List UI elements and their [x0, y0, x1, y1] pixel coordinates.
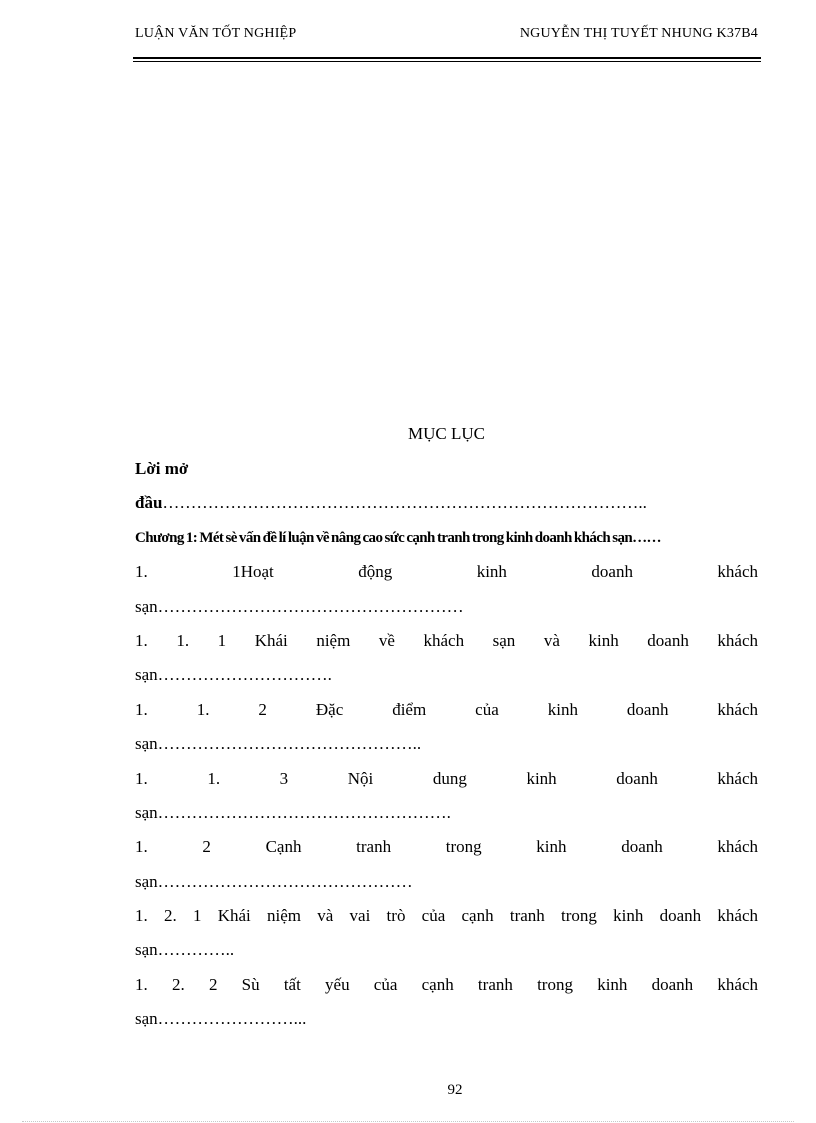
toc-entry-chapter-1[interactable]: Chương 1: Mét sè vấn đề lí luận về nâng cao sức cạnh tranh trong kinh doanh khách sạn……: [135, 529, 661, 546]
toc-entry-1-1-2-leader[interactable]: sạn………………………………………..: [135, 734, 422, 754]
page-bottom-border: [22, 1121, 794, 1122]
toc-entry-intro-word: đầu: [135, 493, 163, 513]
table-of-contents: [135, 452, 758, 1037]
toc-entry-1-1-3-leader[interactable]: sạn…………………………………………….: [135, 802, 451, 822]
header-thesis-label: LUẬN VĂN TỐT NGHIỆP: [135, 26, 297, 41]
toc-entry-intro-label[interactable]: Lời mở: [135, 459, 189, 478]
toc-entry-1-2[interactable]: 1. 2 Cạnh tranh trong kinh doanh khách: [135, 837, 758, 857]
page-header: [135, 26, 758, 48]
toc-title: MỤC LỤC: [408, 424, 485, 443]
toc-entry-1-1-1[interactable]: 1. 1. 1 Khái niệm về khách sạn và kinh doanh khách: [135, 630, 758, 650]
toc-entry-1-1[interactable]: 1. 1Hoạt động kinh doanh khách: [135, 562, 758, 582]
toc-entry-1-1-3[interactable]: 1. 1. 3 Nội dung kinh doanh khách: [135, 768, 758, 788]
toc-entry-1-1-leader[interactable]: sạn………………………………………………: [135, 596, 464, 616]
toc-entry-1-1-2[interactable]: 1. 1. 2 Đặc điểm của kinh doanh khách: [135, 699, 758, 719]
toc-entry-1-1-1-leader[interactable]: sạn………………………….: [135, 665, 332, 685]
header-author: NGUYỄN THỊ TUYẾT NHUNG K37B4: [519, 26, 758, 41]
toc-entry-intro-leader[interactable]: [135, 486, 758, 520]
toc-entry-intro-dots: …………………………………………………………………………..: [162, 493, 647, 513]
page-number: 92: [447, 1082, 463, 1098]
header-rule-thin: [133, 61, 761, 62]
toc-entry-1-2-2-leader[interactable]: sạn……………………...: [135, 1009, 307, 1029]
header-rule-thick: [133, 57, 761, 59]
toc-entry-1-2-2[interactable]: 1. 2. 2 Sù tất yếu của cạnh tranh trong kinh doanh khách: [135, 974, 758, 994]
toc-entry-1-2-1-leader[interactable]: sạn…………..: [135, 940, 235, 960]
toc-entry-1-2-leader[interactable]: sạn………………………………………: [135, 871, 413, 891]
toc-entry-1-2-1[interactable]: 1. 2. 1 Khái niệm và vai trò của cạnh tranh trong kinh doanh khách: [135, 906, 758, 926]
